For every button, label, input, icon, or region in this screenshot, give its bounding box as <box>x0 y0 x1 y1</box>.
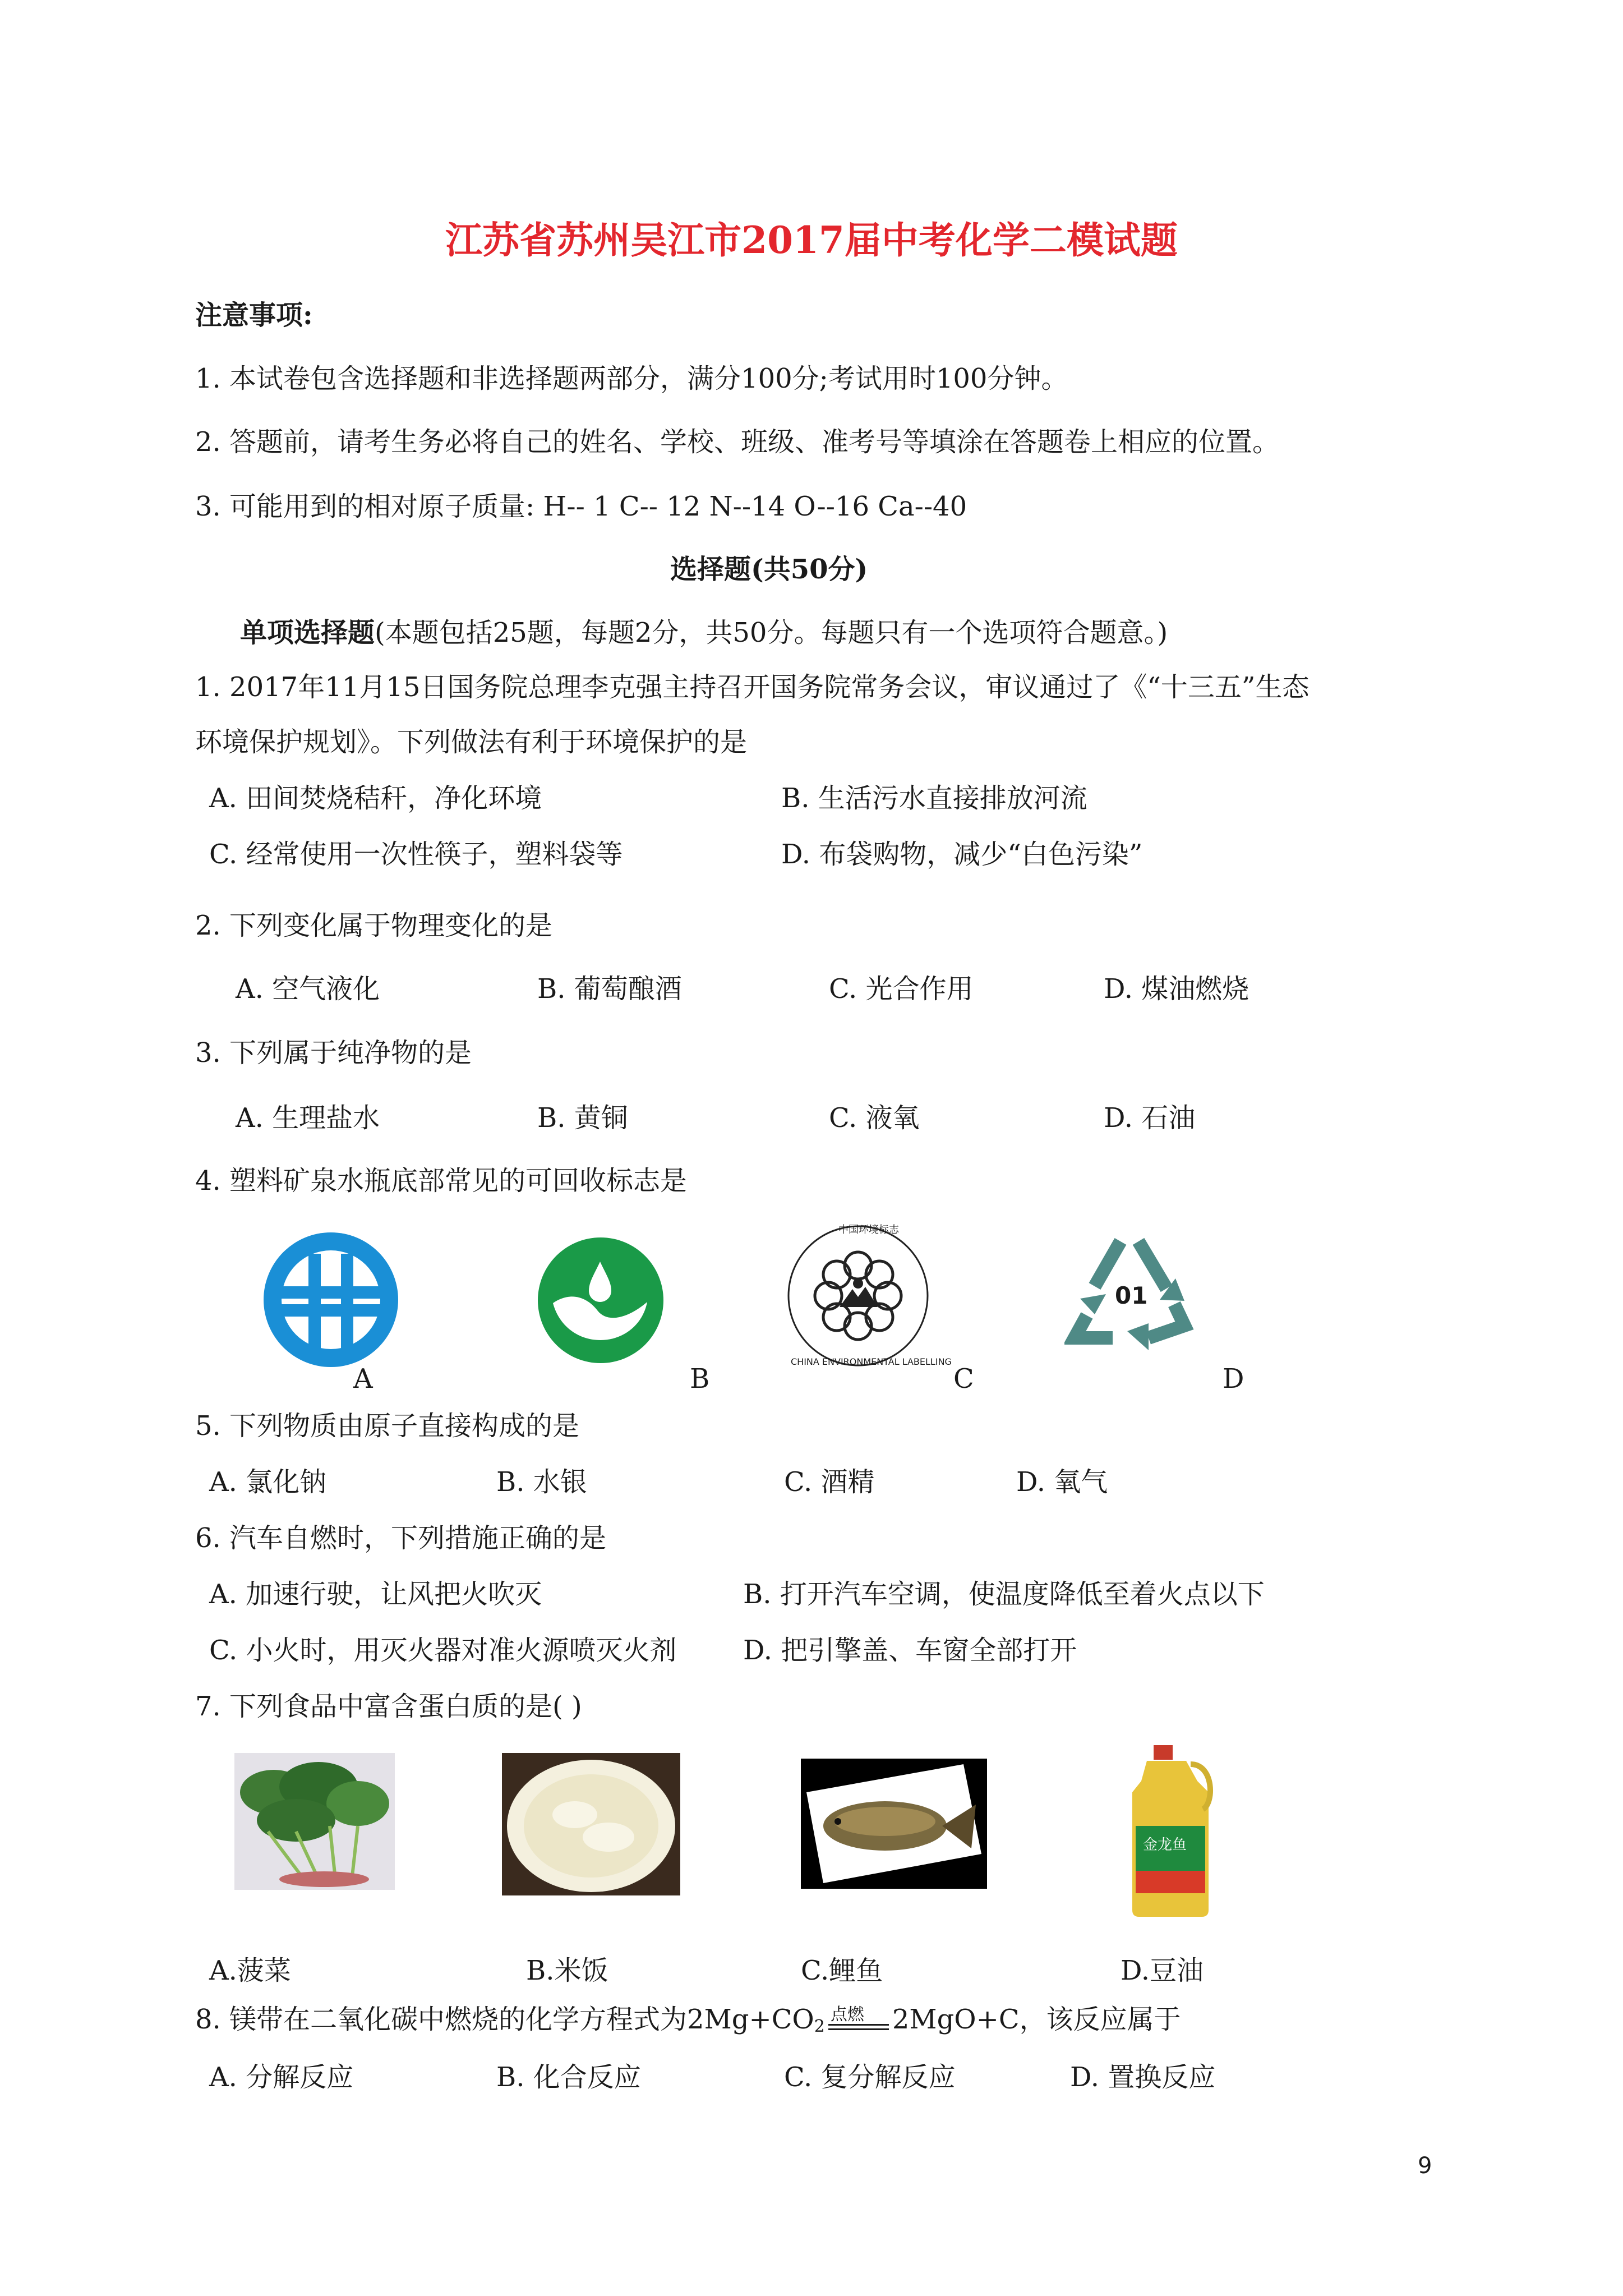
q7-option-c: C.鲤鱼 <box>801 1955 883 1986</box>
q4-label-c: C <box>953 1363 974 1395</box>
q4-label-b: B <box>690 1363 710 1395</box>
q3-option-c: C. 液氧 <box>829 1102 920 1134</box>
q3-stem: 3. 下列属于纯净物的是 <box>195 1037 472 1069</box>
q5-stem: 5. 下列物质由原子直接构成的是 <box>195 1410 580 1442</box>
q8-stem <box>195 2003 1181 2044</box>
q1-option-a: A. 田间焚烧秸秆，净化环境 <box>209 783 542 814</box>
q2-option-a: A. 空气液化 <box>236 973 380 1005</box>
carp-image <box>801 1759 987 1889</box>
q6-option-c: C. 小火时，用灭火器对准火源喷灭火剂 <box>209 1635 677 1666</box>
soybean-oil-image <box>1124 1742 1223 1919</box>
q1-stem-line1: 1. 2017年11月15日国务院总理李克强主持召开国务院常务会议，审议通过了《“十三五”生态 <box>195 671 1310 703</box>
q8-stem-post: 2MgO+C，该反应属于 <box>892 2004 1181 2035</box>
spinach-image <box>234 1753 395 1890</box>
q8-stem-pre: 8. 镁带在二氧化碳中燃烧的化学方程式为2Mg+CO <box>195 2004 814 2035</box>
q8-option-c: C. 复分解反应 <box>784 2062 956 2093</box>
q4-c-label-bottom: CHINA ENVIRONMENTAL LABELLING <box>791 1356 952 1367</box>
rice-image <box>502 1753 680 1895</box>
q3-option-a: A. 生理盐水 <box>236 1102 380 1134</box>
q8-option-b: B. 化合反应 <box>496 2062 641 2093</box>
q1-option-b: B. 生活污水直接排放河流 <box>781 783 1087 814</box>
q8-option-d: D. 置换反应 <box>1070 2062 1216 2093</box>
q8-option-a: A. 分解反应 <box>209 2062 354 2093</box>
q5-option-d: D. 氧气 <box>1016 1466 1108 1498</box>
q1-option-c: C. 经常使用一次性筷子，塑料袋等 <box>209 839 623 870</box>
q4-stem: 4. 塑料矿泉水瓶底部常见的可回收标志是 <box>195 1165 688 1197</box>
q7-option-a: A.菠菜 <box>209 1955 291 1986</box>
q7-stem: 7. 下列食品中富含蛋白质的是( ) <box>195 1691 582 1722</box>
oil-brand-label: 金龙鱼 <box>1143 1837 1187 1853</box>
section-intro-bold: 单项选择题 <box>240 617 375 648</box>
q5-option-a: A. 氯化钠 <box>209 1466 327 1498</box>
reaction-condition-arrow <box>825 2003 892 2036</box>
q6-stem: 6. 汽车自燃时，下列措施正确的是 <box>195 1522 607 1554</box>
q4-label-a: A <box>353 1363 373 1395</box>
q5-option-b: B. 水银 <box>496 1466 587 1498</box>
section-intro <box>240 616 1168 650</box>
section-heading: 选择题(共50分) <box>670 554 868 585</box>
q2-option-c: C. 光合作用 <box>829 973 974 1005</box>
q7-option-b: B.米饭 <box>526 1955 608 1986</box>
q2-option-d: D. 煤油燃烧 <box>1104 973 1249 1005</box>
section-intro-rest: (本题包括25题，每题2分，共50分。每题只有一个选项符合题意。) <box>375 617 1168 648</box>
q2-stem: 2. 下列变化属于物理变化的是 <box>195 910 553 941</box>
q6-option-a: A. 加速行驶，让风把火吹灭 <box>209 1579 542 1610</box>
q3-option-d: D. 石油 <box>1104 1102 1196 1134</box>
reaction-condition: 点燃 <box>830 2005 864 2024</box>
recycle-number: 01 <box>1115 1282 1148 1309</box>
q7-option-d: D.豆油 <box>1121 1955 1204 1986</box>
notes-heading: 注意事项: <box>195 300 313 331</box>
note-item-2: 2. 答题前，请考生务必将自己的姓名、学校、班级、准考号等填涂在答题卷上相应的位置。 <box>195 426 1280 458</box>
q2-option-b: B. 葡萄酿酒 <box>537 973 682 1005</box>
logo-a-icon <box>262 1231 399 1368</box>
china-environmental-label-icon <box>777 1223 939 1369</box>
q1-option-d: D. 布袋购物，减少“白色污染” <box>781 839 1143 870</box>
note-item-3: 3. 可能用到的相对原子质量: H-- 1 C-- 12 N--14 O--16 Ca--40 <box>195 491 967 522</box>
q3-option-b: B. 黄铜 <box>537 1102 628 1134</box>
page-number: 9 <box>1418 2153 1432 2179</box>
q6-option-b: B. 打开汽车空调，使温度降低至着火点以下 <box>743 1579 1265 1610</box>
note-item-1: 1. 本试卷包含选择题和非选择题两部分，满分100分;考试用时100分钟。 <box>195 363 1068 394</box>
page-title: 江苏省苏州吴江市2017届中考化学二模试题 <box>445 218 1178 262</box>
q4-c-label-top: 中国环境标志 <box>838 1224 899 1236</box>
q1-stem-line2: 环境保护规划》。下列做法有利于环境保护的是 <box>195 726 748 758</box>
q4-label-d: D <box>1223 1363 1244 1395</box>
q5-option-c: C. 酒精 <box>784 1466 875 1498</box>
q8-subscript: 2 <box>814 2017 825 2036</box>
logo-b-icon <box>537 1237 664 1364</box>
q6-option-d: D. 把引擎盖、车窗全部打开 <box>743 1635 1077 1666</box>
